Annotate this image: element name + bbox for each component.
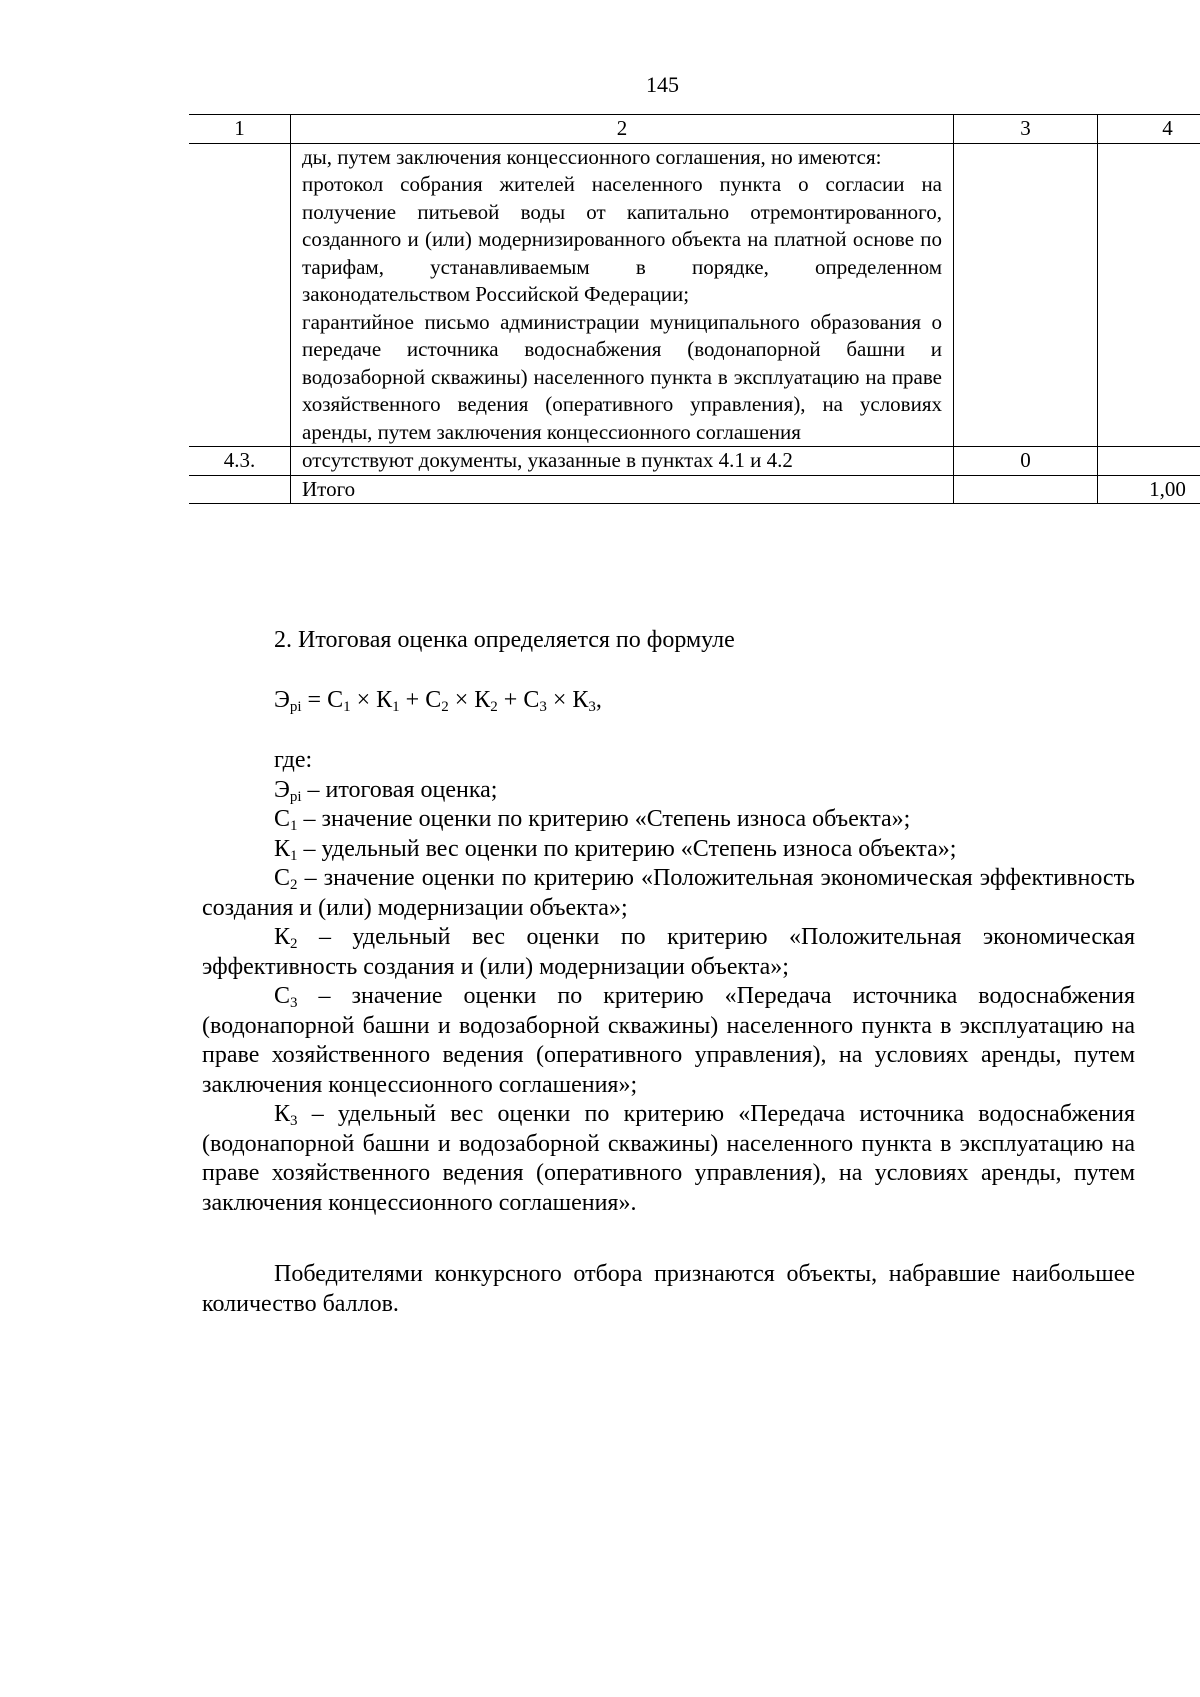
conclusion-text: Победителями конкурсного отбора признаются объекты, набравшие наибольшее количество баллов. (202, 1261, 1135, 1317)
def-text: – значение оценки по критерию «Степень износа объекта»; (297, 806, 911, 832)
definition-item (202, 1100, 1135, 1218)
def-symbol: С (274, 806, 291, 832)
formula-times-2: × (448, 687, 475, 713)
formula-eq: = (301, 687, 328, 713)
def-symbol: С (274, 865, 291, 891)
intro-paragraph (202, 626, 1135, 656)
def-symbol-sub: рi (289, 788, 302, 805)
def-symbol-sub: 1 (290, 818, 298, 834)
definition-item (202, 864, 1135, 923)
formula-c1: С (327, 687, 344, 713)
intro-text: 2. Итоговая оценка определяется по формуле (274, 627, 735, 653)
def-symbol-sub: 3 (290, 1113, 298, 1129)
table-header-row (189, 115, 1200, 144)
formula-c2-sub: 2 (441, 699, 449, 715)
def-symbol-sub: 2 (290, 877, 298, 893)
formula-c3: С (523, 687, 540, 713)
def-text: – значение оценки по критерию «Передача источника водоснабжения (водонапорной башни и водозаборной скважины) населенного пункта в эксплуатацию на праве хозяйственного ведения (оперативного управления), на условиях аренды, путем заключения концессионного соглашения»; (202, 983, 1135, 1098)
cell-total-label: Итого (291, 475, 954, 504)
table-row-continuation (189, 143, 1200, 447)
table-row-total (189, 475, 1200, 504)
formula-line (202, 686, 1135, 716)
header-col-3: 3 (954, 115, 1098, 144)
formula-c3-sub: 3 (539, 699, 547, 715)
cell-score (954, 475, 1098, 504)
formula-end: , (595, 687, 602, 713)
formula-k1: К (376, 687, 393, 713)
cell-weight (1098, 143, 1200, 447)
def-symbol-sub: 1 (290, 847, 298, 864)
formula-plus-1: + (399, 687, 426, 713)
formula-plus-2: + (497, 687, 524, 713)
header-col-1: 1 (189, 115, 291, 144)
def-text: – значение оценки по критерию «Положительная экономическая эффективность создания и (или) модернизации объекта»; (202, 865, 1135, 921)
cell-criteria-text (291, 143, 954, 447)
conclusion-paragraph (202, 1260, 1135, 1319)
cell-weight (1098, 447, 1200, 476)
formula-times-3: × (546, 687, 573, 713)
def-symbol: К (274, 1101, 291, 1127)
cell-num: 4.3. (189, 447, 291, 476)
continuation-line-2: протокол собрания жителей населенного пункта о согласии на получение питьевой воды от капитально отремонтированного, созданного и (или) модернизированного объекта на платной основе по тарифам, устанавливаемым в порядке, определенном законодательством Российской Федерации; (302, 172, 942, 306)
cell-total-weight: 1,00 (1098, 475, 1200, 504)
formula-k1-sub: 1 (392, 699, 400, 715)
formula-times-1: × (350, 687, 377, 713)
formula-k3: К (572, 687, 589, 713)
formula-k2-sub: 2 (490, 699, 498, 715)
cell-num (189, 143, 291, 447)
where-label: где: (274, 747, 313, 773)
def-symbol: К (274, 924, 291, 950)
continuation-line-1: ды, путем заключения концессионного соглашения, но имеются: (302, 144, 882, 169)
definition-item (202, 923, 1135, 982)
definition-item (202, 776, 1135, 806)
definitions (202, 746, 1135, 1218)
formula-c1-sub: 1 (343, 699, 351, 715)
header-col-2: 2 (291, 115, 954, 144)
cell-score: 0 (954, 447, 1098, 476)
def-text: – удельный вес оценки по критерию «Передача источника водоснабжения (водонапорной башни и водозаборной скважины) населенного пункта в эксплуатацию на праве хозяйственного ведения (оперативного управления), на условиях аренды, путем заключения концессионного соглашения». (202, 1101, 1135, 1216)
formula (202, 686, 1135, 716)
formula-e: Э (274, 687, 290, 713)
page-number: 145 (646, 72, 679, 97)
header-col-4: 4 (1098, 115, 1200, 144)
cell-score (954, 143, 1098, 447)
formula-e-sub: рi (289, 699, 302, 715)
definition-item (202, 982, 1135, 1100)
def-symbol: Э (274, 776, 290, 803)
def-symbol: С (274, 983, 291, 1009)
formula-c2: С (425, 687, 442, 713)
def-text: – удельный вес оценки по критерию «Степень износа объекта»; (297, 835, 957, 862)
cell-criteria-text: отсутствуют документы, указанные в пунктах 4.1 и 4.2 (291, 447, 954, 476)
def-text: – итоговая оценка; (301, 776, 498, 803)
formula-k3-sub: 3 (588, 699, 596, 715)
formula-k2: К (474, 687, 491, 713)
criteria-table (189, 114, 1200, 504)
definition-item (202, 835, 1135, 865)
def-text: – удельный вес оценки по критерию «Положительная экономическая эффективность создания и (или) модернизации объекта»; (202, 924, 1135, 980)
definition-item (202, 805, 1135, 835)
def-symbol: К (274, 835, 291, 862)
def-symbol-sub: 3 (290, 995, 298, 1011)
table-row-4-3 (189, 447, 1200, 476)
def-symbol-sub: 2 (290, 936, 298, 952)
continuation-line-3: гарантийное письмо администрации муниципального образования о передаче источника водоснабжения (водонапорной башни и водозаборной скважины) населенного пункта в эксплуатацию на праве хозяйственного ведения (оперативного управления), на условиях аренды, путем заключения концессионного соглашения (302, 309, 942, 444)
cell-num (189, 475, 291, 504)
